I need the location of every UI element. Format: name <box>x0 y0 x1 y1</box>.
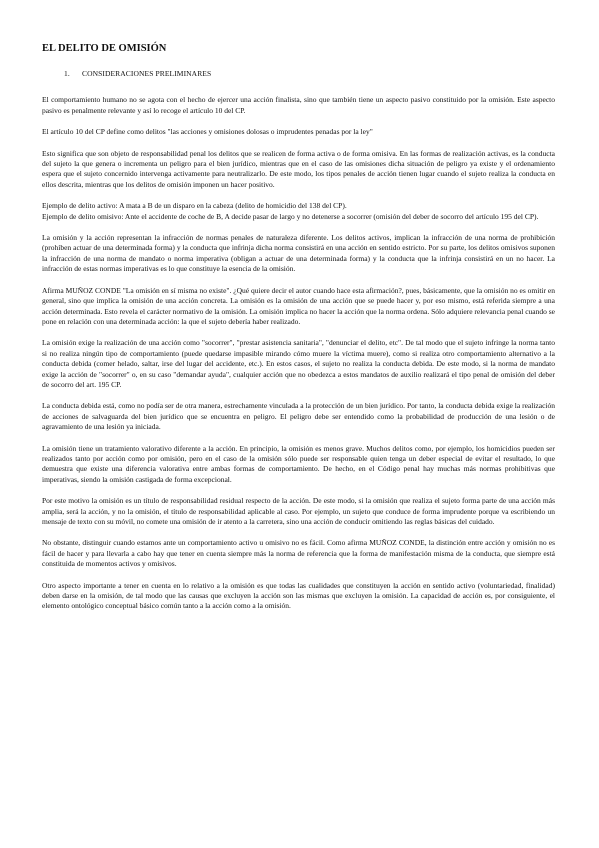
paragraph-article-10: El artículo 10 del CP define como delitos "las acciones y omisiones dolosas o imprudentes penadas por la ley" <box>42 127 373 137</box>
paragraph-residual: Por este motivo la omisión es un título de responsabilidad residual respecto de la acción. De este modo, si la omisión que realiza el sujeto forma parte de una acción más amplia, será la acción, y no la omisión, el título de responsabilidad aplicable al caso. Por ejemplo, un sujeto que conduce de forma imprudente porque va escribiendo un mensaje de texto con su móvil, no comete una omisión de ir atento a la carretera, sino una acción de conducir omitiendo las reglas básicas del cuidado. <box>42 496 555 526</box>
paragraph-capacidad: Otro aspecto importante a tener en cuenta en lo relativo a la omisión es que todas las cualidades que constituyen la acción en sentido activo (voluntariedad, finalidad) deben darse en la omisión, de tal modo que las causas que excluyen la acción son las mismas que excluyen la omisión. La capacidad de acción es, por consiguiente, el elemento ontológico conceptual básico común tanto a la acción como a la omisión. <box>42 580 555 611</box>
paragraph-intro: El comportamiento humano no se agota con el hecho de ejercer una acción finalista, sino que también tiene un aspecto pasivo constituido por la omisión. Este aspecto pasivo es penalmente relevante y así lo recoge el artículo 10 del CP. <box>42 95 555 115</box>
section-heading <box>64 69 555 79</box>
document-title: EL DELITO DE OMISIÓN <box>42 43 167 54</box>
paragraph-tratamiento: La omisión tiene un tratamiento valorativo diferente a la acción. En principio, la omisión es menos grave. Muchos delitos como, por ejemplo, los homicidios pueden ser realizados tanto por acción como por omisión, pero en el caso de la omisión sólo puede ser responsable quien tenga un deber especial de evitar el resultado, lo que demuestra que existe una diferencia valorativa entre ambas formas de comportamiento. De hecho, en el Código penal hay muchas más normas prohibitivas que imperativas, siendo la omisión castigada de forma excepcional. <box>42 443 555 484</box>
paragraph-conducta-debida: La conducta debida está, como no podía ser de otra manera, estrechamente vinculada a la protección de un bien jurídico. Por tanto, la conducta debida exige la realización de acciones de salvaguarda del bien jurídico que se encuentra en peligro. El peligro debe ser entendido como la probabilidad de producción de una lesión o de agravamiento de una lesión ya iniciada. <box>42 401 555 432</box>
paragraph-example-omissive: Ejemplo de delito omisivo: Ante el accidente de coche de B, A decide pasar de largo y no detenerse a socorrer (omisión del deber de socorro del artículo 195 del CP). <box>42 211 539 221</box>
paragraph-distinguir: No obstante, distinguir cuando estamos ante un comportamiento activo u omisivo no es fácil. Como afirma MUÑOZ CONDE, la distinción entre acción y omisión no es fácil de hacer y para llevarla a cabo hay que tener en cuenta siempre más la norma de referencia que la forma de manifestación misma de la conducta, que siempre está constituida de momentos activos y omisivos. <box>42 538 555 569</box>
paragraph-socorrer: La omisión exige la realización de una acción como "socorrer", "prestar asistencia sanitaria", "denunciar el delito, etc". De tal modo que el sujeto infringe la norma tanto si no realiza ningún tipo de comportamiento (puede quedarse impasible mirando cómo muere la víctima muere), como si realiza otro comportamiento alternativo a la conducta debida (comer helado, saltar, irse del lugar del accidente, etc.). En estos casos, el sujeto no realiza la conducta debida. De este modo, si la norma de mandato exige la acción de "socorrer" o, en su caso "demandar ayuda", cualquier acción que no obedezca a estos mandatos de auxilio realizará el tipo penal de omisión del deber de socorro del art. 195 CP. <box>42 338 555 389</box>
section-label: CONSIDERACIONES PRELIMINARES <box>81 69 212 78</box>
paragraph-responsibility: Esto significa que son objeto de responsabilidad penal los delitos que se realicen de forma activa o de forma omisiva. En las formas de realización activas, es la conducta del sujeto la que genera o incrementa un peligro para el bien jurídico, mientras que en el caso de las omisiones dicha situación de peligro ya existe y el ordenamiento espera que el sujeto concernido intervenga activamente para neutralizarlo. De este modo, los tipos penales de acción tienen lugar cuando el sujeto realiza la conducta en ellos descrita, mientras que los delitos de omisión imponen un hacer positivo. <box>42 148 555 189</box>
section-number: 1. <box>64 69 70 78</box>
paragraph-munoz-conde: Afirma MUÑOZ CONDE "La omisión en sí misma no existe". ¿Qué quiere decir el autor cuando hace esta afirmación?, pues, básicamente, que la omisión no es omitir en general, sino que implica la omisión de una acción concreta. La omisión es la omisión de una acción que se puede hacer y, por eso mismo, está referida siempre a una acción determinada. Esto revela el carácter normativo de la omisión. La omisión implica no hacer la acción que la norma ordena. Sólo adquiere relevancia penal cuando se pone en relación con una determinada acción: la que el sujeto debería haber realizado. <box>42 285 555 326</box>
paragraph-example-active: Ejemplo de delito activo: A mata a B de un disparo en la cabeza (delito de homicidio del 138 del CP). <box>42 201 347 211</box>
paragraph-norms: La omisión y la acción representan la infracción de normas penales de naturaleza diferente. Los delitos activos, implican la infracción de una norma de prohibición (prohíben actuar de una determinada forma) y la conducta que infrinja dicha norma consistirá en una acción en sentido estricto. Por su parte, los delitos omisivos suponen la infracción de una norma de mandato o norma imperativa (obligan a actuar de una determinada forma) y la conducta que la infrinja consistirá en un no hacer. La infracción de estas normas imperativas es lo que constituye la esencia de la omisión. <box>42 233 555 274</box>
